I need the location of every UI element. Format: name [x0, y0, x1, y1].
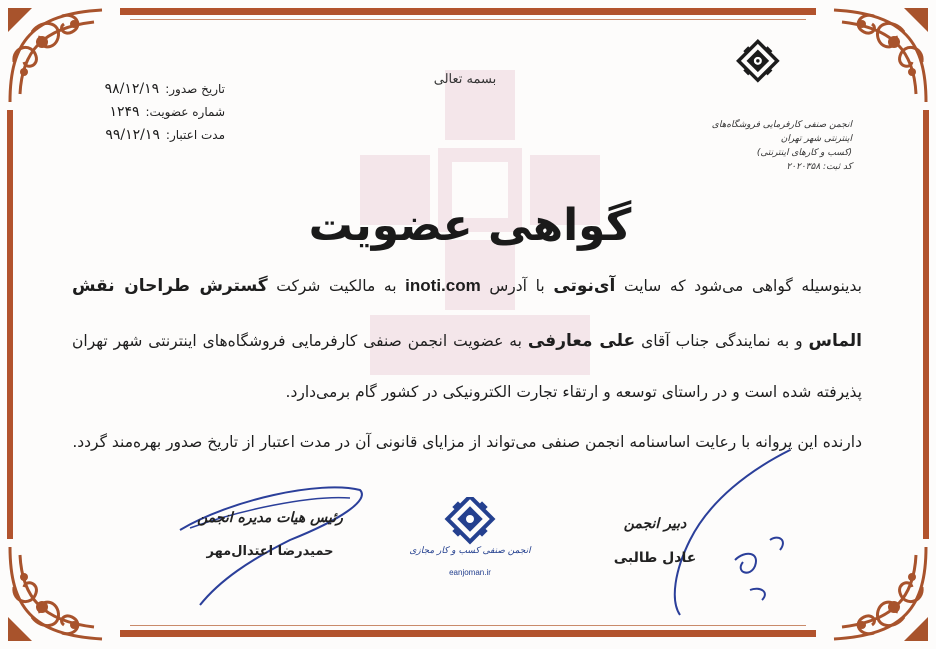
- frame-inner-top: [130, 19, 806, 20]
- basmala: بسمه تعالی: [433, 72, 497, 87]
- seal-emblem-icon: [420, 497, 520, 579]
- certificate-title: گواهی عضویت: [308, 200, 632, 251]
- company-name-part-2: الماس: [808, 331, 862, 351]
- body-l2-b: به عضویت انجمن صنفی کارفرمایی فروشگاه‌های اینترنتی شهر تهران: [72, 332, 522, 350]
- corner-ornament-icon: [814, 2, 934, 112]
- body-l2-a: و به نمایندگی جناب آقای: [641, 332, 803, 350]
- membership-no-label: شماره عضویت:: [145, 105, 225, 119]
- membership-no-value: ۱۲۴۹: [109, 104, 140, 120]
- chair-name: حمیدرضا اعتدال‌مهر: [206, 544, 334, 559]
- membership-no-row: [60, 101, 225, 124]
- body-l1-c: به مالکیت شرکت: [276, 277, 397, 295]
- body-line-3: پذیرفته شده است و در راستای توسعه و ارتقاء تجارت الکترونیکی در کشور گام برمی‌دارد.: [285, 383, 862, 401]
- seal-text: انجمن صنفی کسب و کار مجازی: [409, 546, 531, 556]
- frame-bottom: [120, 630, 816, 637]
- company-name-part-1: گسترش طراحان نقش: [72, 276, 268, 296]
- seal-url: eanjoman.ir: [449, 568, 491, 577]
- body-line-2: [72, 331, 862, 351]
- validity-row: [60, 124, 225, 147]
- body-line-1: [72, 276, 862, 296]
- issue-date-row: [60, 78, 225, 101]
- frame-left: [7, 110, 13, 539]
- issue-date-value: ۹۸/۱۲/۱۹: [104, 81, 160, 97]
- secretary-name: عادل طالبی: [613, 550, 697, 566]
- corner-ornament-icon: [2, 537, 122, 647]
- site-name: آی‌نوتی: [553, 276, 616, 296]
- organization-logo-icon: [730, 38, 820, 118]
- body-line-4: دارنده این پروانه با رعایت اساسنامه انجمن صنفی می‌تواند از مزایای قانونی آن در مدت اعتبار از تاریخ صدور بهره‌مند گردد.: [72, 433, 862, 451]
- chair-signature-block: [170, 510, 370, 559]
- organization-name: انجمن صنفی کارفرمایی فروشگاه‌های اینترنتی شهر تهران: [711, 120, 852, 144]
- representative-name: علی معارفی: [527, 331, 636, 351]
- frame-inner-bottom: [130, 625, 806, 626]
- body-l1-b: با آدرس: [489, 277, 545, 295]
- frame-top: [120, 8, 816, 15]
- organization-subtitle: (کسب و کارهای اینترنتی): [756, 148, 852, 158]
- issue-info: [60, 78, 225, 147]
- organization-reg-no: کد ثبت: ۲۰۲۰۳۵۸: [786, 162, 852, 172]
- issue-date-label: تاریخ صدور:: [165, 82, 225, 96]
- site-url: inoti.com: [405, 276, 481, 295]
- secretary-role: دبیر انجمن: [623, 516, 687, 532]
- body-l1-a: بدینوسیله گواهی می‌شود که سایت: [624, 277, 862, 295]
- validity-label: مدت اعتبار:: [165, 128, 225, 142]
- chair-role: رئیس هیات مدیره انجمن: [197, 510, 343, 526]
- corner-ornament-icon: [814, 537, 934, 647]
- frame-right: [923, 110, 929, 539]
- validity-value: ۹۹/۱۲/۱۹: [105, 127, 160, 143]
- secretary-signature-block: [600, 516, 710, 566]
- organization-caption: [696, 118, 852, 174]
